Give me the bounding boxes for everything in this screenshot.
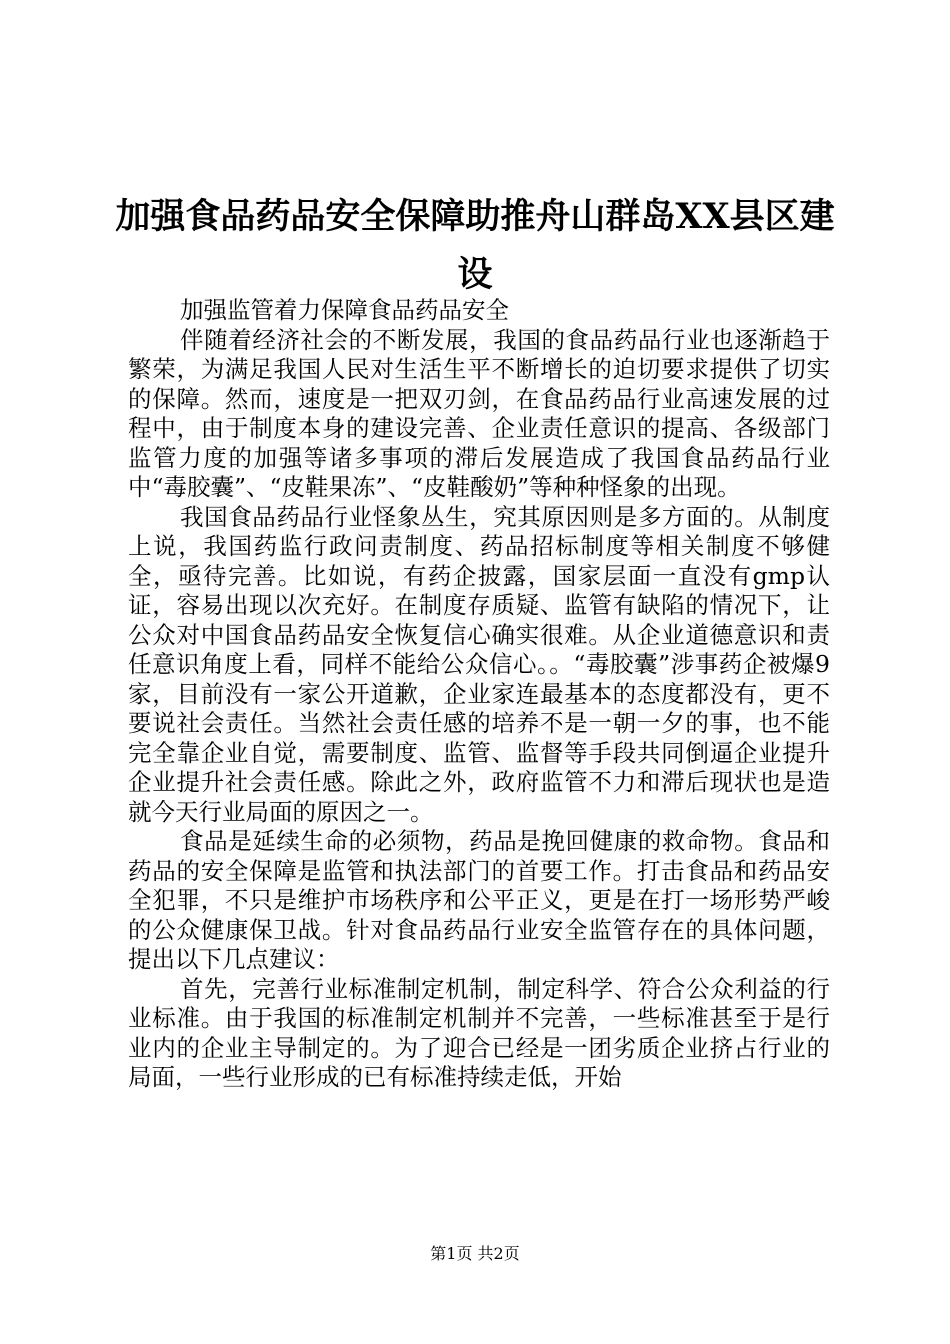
body-paragraph: 首先，完善行业标准制定机制，制定科学、符合公众利益的行业标准。由于我国的标准制定机制并不完善，一些标准甚至于是行业内的企业主导制定的。为了迎合已经是一团劣质企业挤占行业的局面，一些行业形成的已有标准持续走低，开始 <box>128 974 830 1091</box>
body-paragraph: 我国食品药品行业怪象丛生，究其原因则是多方面的。从制度上说，我国药监行政问责制度、药品招标制度等相关制度不够健全，亟待完善。比如说，有药企披露，国家层面一直没有gmp认证，容易出现以次充好。在制度存质疑、监管有缺陷的情况下，让公众对中国食品药品安全恢复信心确实很难。从企业道德意识和责任意识角度上看，同样不能给公众信心。。“毒胶囊”涉事药企被爆9家，目前没有一家公开道歉，企业家连最基本的态度都没有，更不要说社会责任。当然社会责任感的培养不是一朝一夕的事，也不能完全靠企业自觉，需要制度、监管、监督等手段共同倒逼企业提升企业提升社会责任感。除此之外，政府监管不力和滞后现状也是造就今天行业局面的原因之一。 <box>128 502 830 826</box>
document-title: 加强食品药品安全保障助推舟山群岛XX县区建设 <box>115 196 835 295</box>
page-number-footer: 第1页 共2页 <box>430 1244 520 1263</box>
document-body <box>128 296 830 1093</box>
body-paragraph: 食品是延续生命的必须物，药品是挽回健康的救命物。食品和药品的安全保障是监管和执法部门的首要工作。打击食品和药品安全犯罪，不只是维护市场秩序和公平正义，更是在打一场形势严峻的公众健康保卫战。针对食品药品行业安全监管存在的具体问题，提出以下几点建议： <box>128 827 830 973</box>
body-paragraph: 伴随着经济社会的不断发展，我国的食品药品行业也逐渐趋于繁荣，为满足我国人民对生活生平不断增长的迫切要求提供了切实的保障。然而，速度是一把双刃剑，在食品药品行业高速发展的过程中，由于制度本身的建设完善、企业责任意识的提高、各级部门监管力度的加强等诸多事项的滞后发展造成了我国食品药品行业中“毒胶囊”、“皮鞋果冻”、“皮鞋酸奶”等种种怪象的出现。 <box>128 325 830 501</box>
section-subheading: 加强监管着力保障食品药品安全 <box>180 296 509 324</box>
